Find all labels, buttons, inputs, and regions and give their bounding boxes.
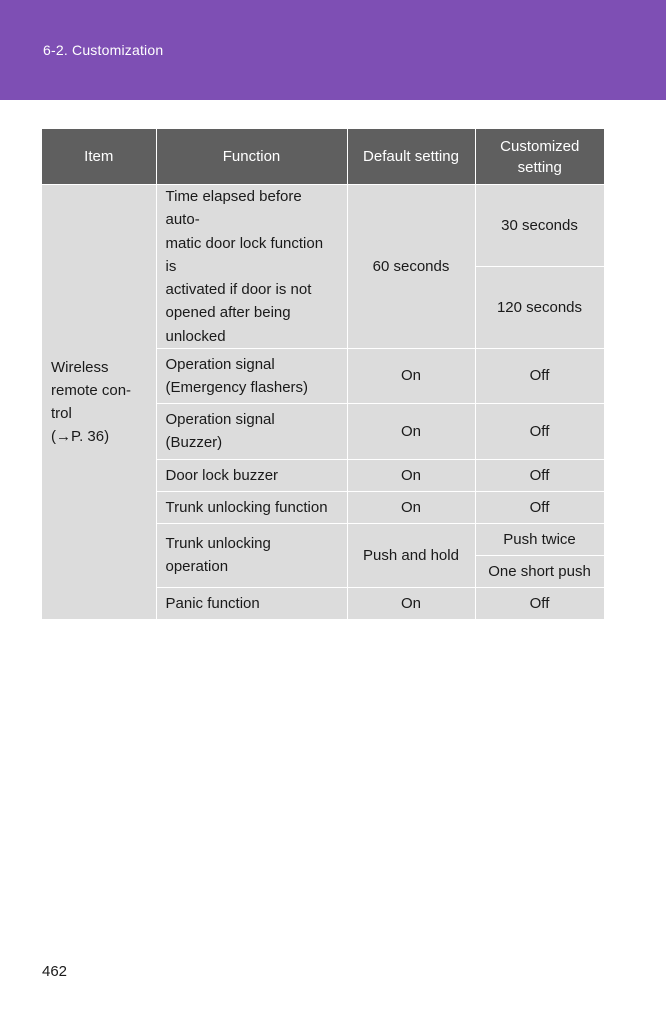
default-cell: On bbox=[347, 348, 475, 403]
customized-cell: Off bbox=[475, 491, 604, 523]
customized-cell: One short push bbox=[475, 555, 604, 587]
customized-cell: Off bbox=[475, 587, 604, 619]
function-cell bbox=[156, 403, 347, 459]
table-row bbox=[42, 185, 604, 267]
function-line: (Buzzer) bbox=[165, 434, 223, 452]
column-header-function: Function bbox=[156, 129, 347, 185]
default-cell: On bbox=[347, 491, 475, 523]
default-cell: On bbox=[347, 403, 475, 459]
item-line: remote con- bbox=[51, 381, 132, 399]
item-line: (→P. 36) bbox=[51, 428, 110, 446]
function-cell bbox=[156, 185, 347, 349]
function-cell: Panic function bbox=[156, 587, 347, 619]
item-cell-wireless-remote-control bbox=[42, 185, 156, 620]
customized-cell: Off bbox=[475, 403, 604, 459]
function-cell: Trunk unlocking operation bbox=[156, 523, 347, 587]
chapter-header-band bbox=[0, 0, 666, 100]
column-header-item: Item bbox=[42, 129, 156, 185]
function-line: activated if door is not bbox=[165, 281, 312, 298]
item-line: trol bbox=[51, 405, 72, 423]
function-line: opened after being bbox=[165, 304, 291, 322]
customized-cell: 30 seconds bbox=[475, 185, 604, 267]
item-line: Wireless bbox=[51, 358, 109, 376]
function-line: Operation signal bbox=[165, 411, 275, 428]
default-cell: Push and hold bbox=[347, 523, 475, 587]
function-cell: Door lock buzzer bbox=[156, 459, 347, 491]
function-line: Operation signal bbox=[165, 355, 275, 373]
default-cell: On bbox=[347, 587, 475, 619]
customized-cell: Off bbox=[475, 459, 604, 491]
column-header-customized-setting: Customized setting bbox=[475, 129, 604, 185]
function-line: (Emergency flashers) bbox=[165, 378, 309, 396]
default-cell: 60 seconds bbox=[347, 185, 475, 349]
customized-cell: 120 seconds bbox=[475, 266, 604, 348]
customized-cell: Off bbox=[475, 348, 604, 403]
table-header-row bbox=[42, 129, 604, 185]
function-line: unlocked bbox=[165, 327, 226, 345]
column-header-default-setting: Default setting bbox=[347, 129, 475, 185]
function-line: Time elapsed before auto- bbox=[165, 188, 302, 229]
customization-table bbox=[42, 129, 605, 620]
default-cell: On bbox=[347, 459, 475, 491]
section-title: 6-2. Customization bbox=[43, 42, 164, 58]
function-cell bbox=[156, 348, 347, 403]
function-cell: Trunk unlocking function bbox=[156, 491, 347, 523]
customized-cell: Push twice bbox=[475, 523, 604, 555]
page-number: 462 bbox=[42, 963, 68, 980]
function-line: matic door lock function is bbox=[165, 234, 324, 275]
